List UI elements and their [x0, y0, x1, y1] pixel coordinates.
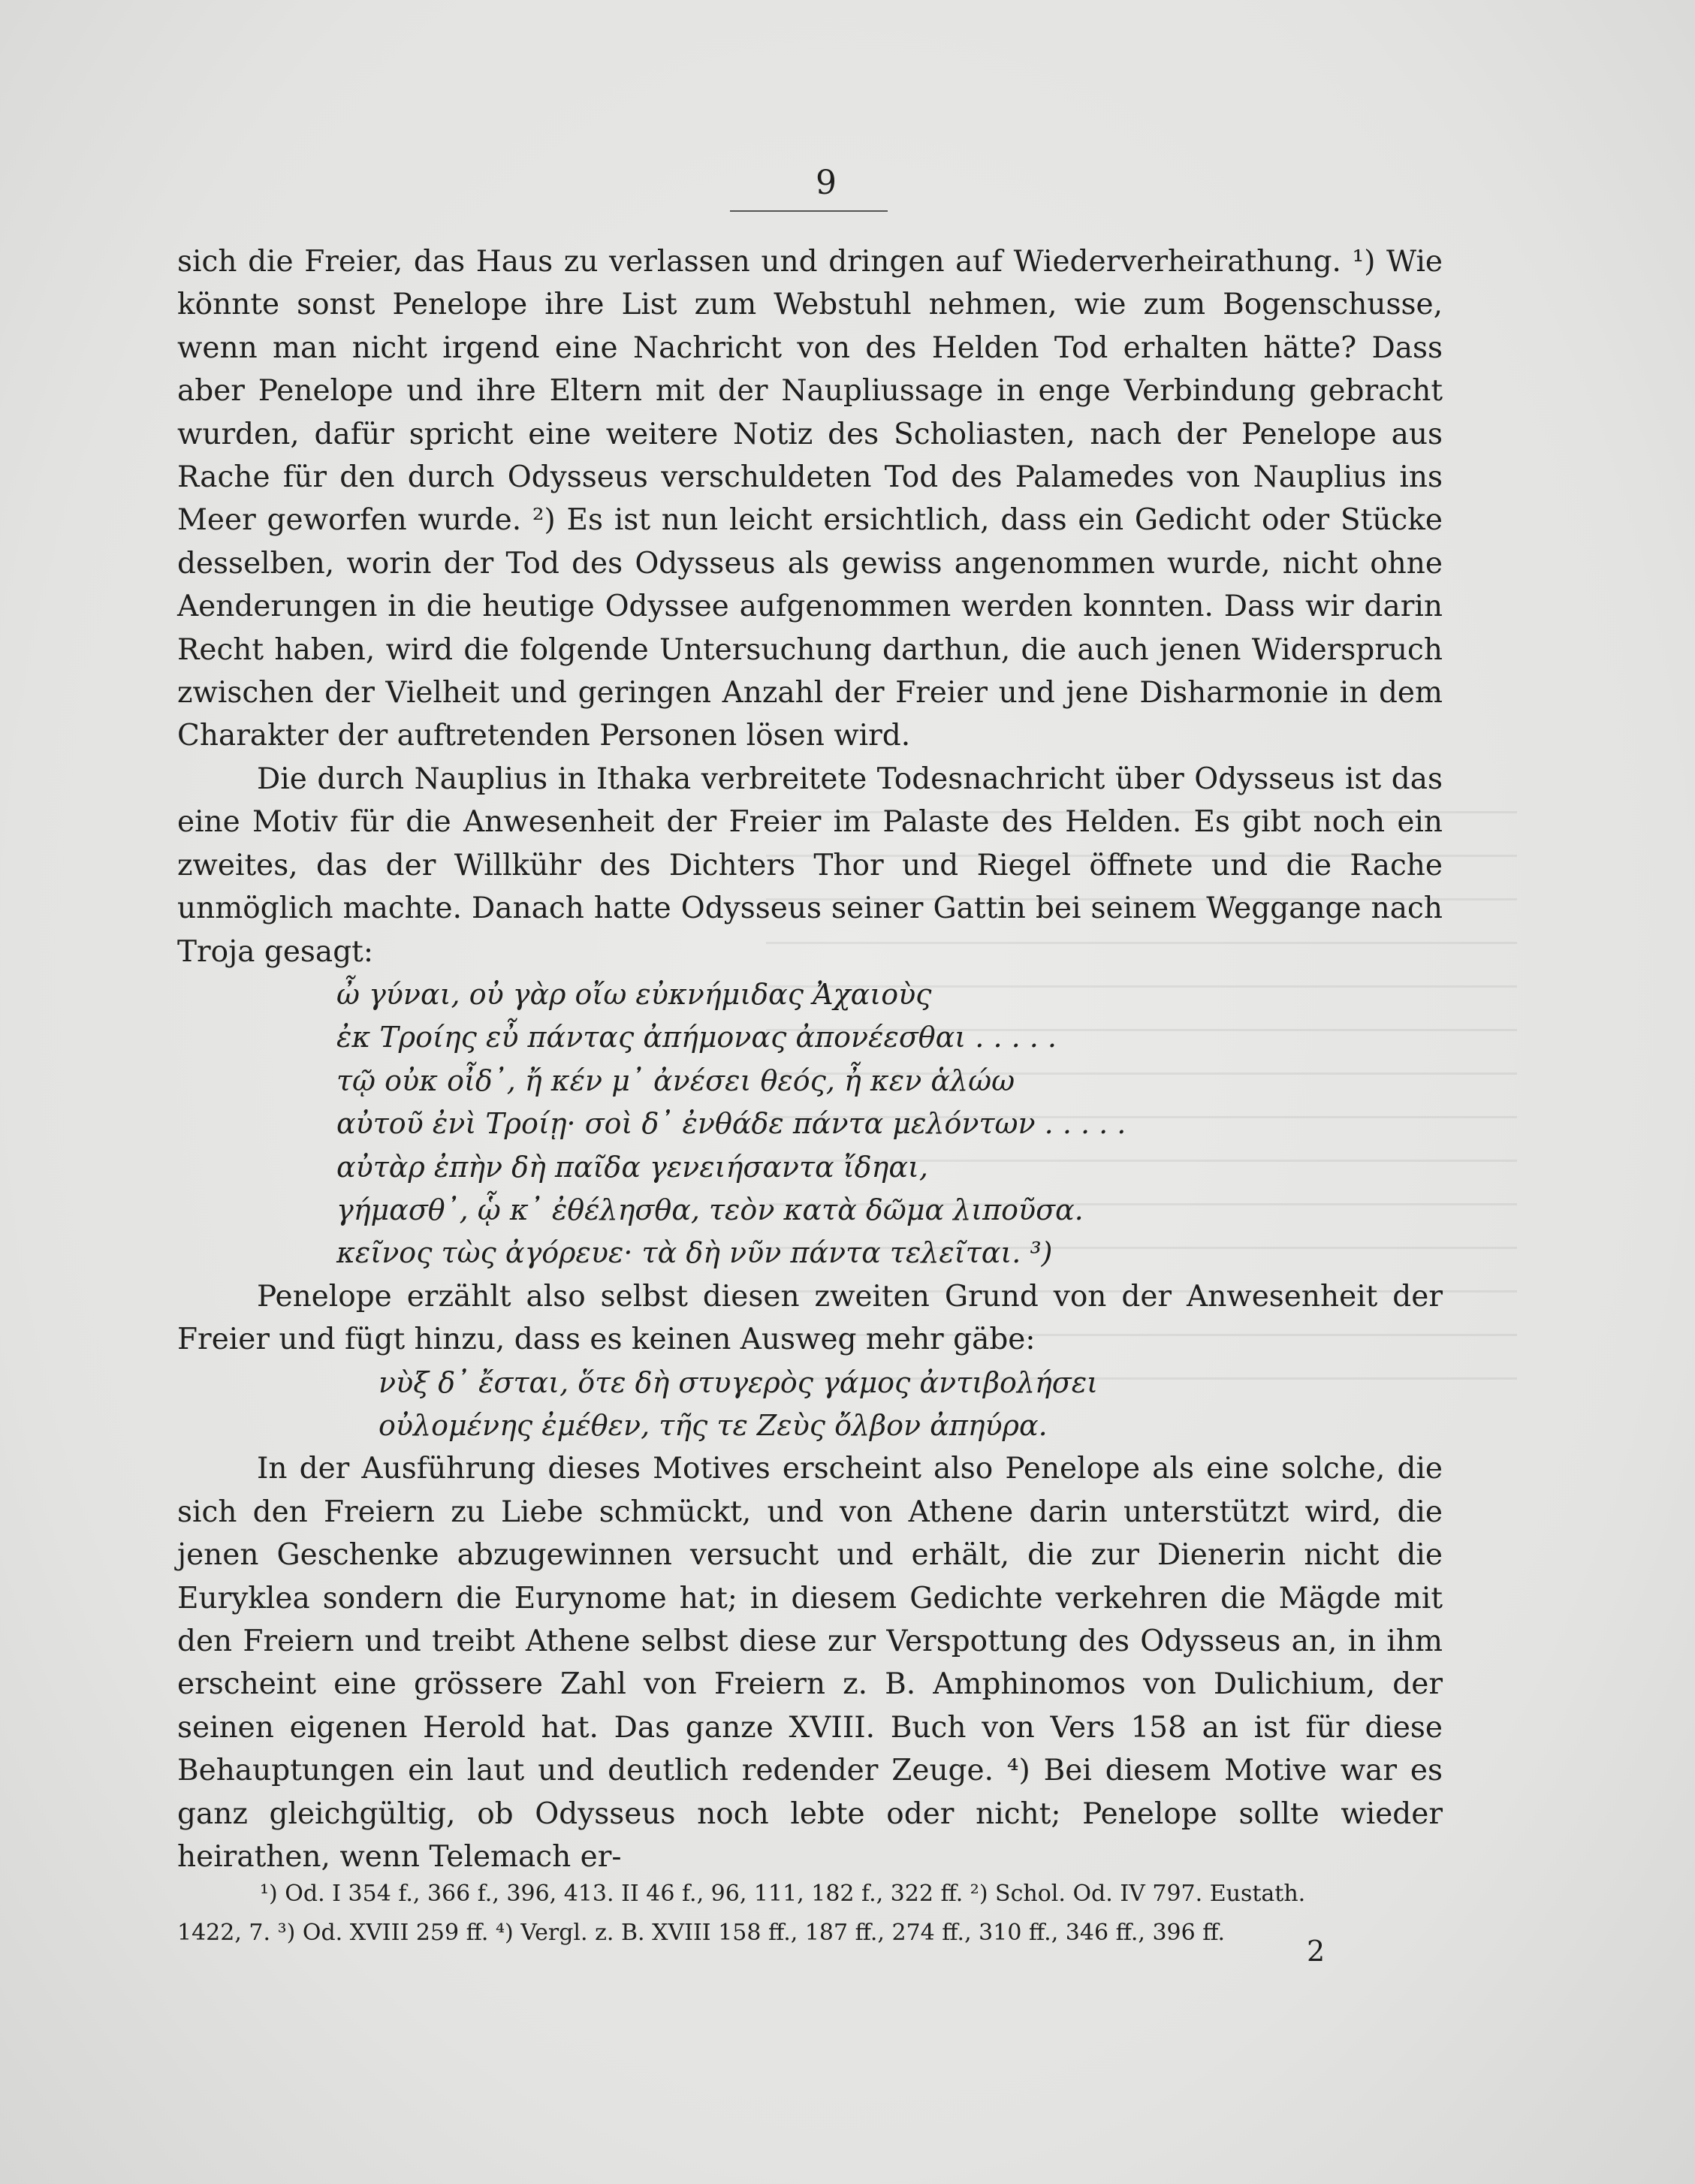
body-text [177, 240, 1443, 1878]
paragraph-2: Die durch Nauplius in Ithaka verbreitete Todesnachricht über Odysseus ist das eine Motiv für die Anwesenheit der Freier im Palaste des Helden. Es gibt noch ein zweites, das der Willkühr des Dichters Thor und Riegel öffnete und die Rache unmöglich machte. Danach hatte Odysseus seiner Gattin bei seinem Weggange nach Troja gesagt: [177, 762, 1443, 969]
verse-line: ἐκ Τροίης εὖ πάντας ἀπήμονας ἀπονέεσθαι . . . . . [336, 1021, 1057, 1054]
paragraph-1: sich die Freier, das Haus zu verlassen und dringen auf Wiederverheirathung. ¹) Wie könnte sonst Penelope ihre List zum Webstuhl nehmen, wie zum Bogenschusse, wenn man nicht irgend eine Nachricht von des Helden Tod erhalten hätte? Dass aber Penelope und ihre Eltern mit der Naupliussage in enge Verbindung gebracht wurden, dafür spricht eine weitere Notiz des Scholiasten, nach der Penelope aus Rache für den durch Odysseus verschuldeten Tod des Palamedes von Nauplius ins Meer geworfen wurde. ²) Es ist nun leicht ersichtlich, dass ein Gedicht oder Stücke desselben, worin der Tod des Odysseus als gewiss angenommen wurde, nicht ohne Aenderungen in die heutige Odyssee aufgenommen werden konnten. Dass wir darin Recht haben, wird die folgende Untersuchung darthun, die auch jenen Widerspruch zwischen der Vielheit und geringen Anzahl der Freier und jene Disharmonie in dem Charakter der auftretenden Personen lösen wird. [177, 245, 1443, 753]
greek-verse-quote-2 [379, 1362, 1443, 1448]
verse-line: ὦ γύναι, οὐ γὰρ οἴω εὐκνήμιδας Ἀχαιοὺς [336, 977, 932, 1011]
verse-line: γήμασθ᾽, ᾧ κ᾽ ἐθέλησθα, τεὸν κατὰ δῶμα λιποῦσα. [336, 1193, 1084, 1226]
header-rule [730, 210, 888, 212]
greek-verse-quote-1 [336, 973, 1443, 1275]
verse-line: αὐτὰρ ἐπὴν δὴ παῖδα γενειήσαντα ἴδηαι, [336, 1150, 928, 1184]
verse-line: κεῖνος τὼς ἀγόρευε· τὰ δὴ νῦν πάντα τελεῖται. ³) [336, 1236, 1053, 1270]
verse-line: οὐλομένης ἐμέθεν, τῆς τε Ζεὺς ὄλβον ἀπηύρα. [379, 1408, 1048, 1442]
footnote-line: ¹) Od. I 354 f., 366 f., 396, 413. II 46 f., 96, 111, 182 f., 322 ff. ²) Schol. Od. IV 797. Eustath. [260, 1881, 1306, 1907]
verse-line: νὺξ δ᾽ ἔσται, ὅτε δὴ στυγερὸς γάμος ἀντιβολήσει [379, 1365, 1098, 1399]
verse-line: αὐτοῦ ἐνὶ Τροίῃ· σοὶ δ᾽ ἐνθάδε πάντα μελόντων . . . . . [336, 1107, 1126, 1141]
footnote-line: 1422, 7. ³) Od. XVIII 259 ff. ⁴) Vergl. z. B. XVIII 158 ff., 187 ff., 274 ff., 310 ff., 346 ff., 396 ff. [177, 1920, 1226, 1946]
page-number: 9 [816, 164, 837, 202]
sheet-signature-mark: 2 [1307, 1935, 1326, 1968]
paragraph-4: In der Ausführung dieses Motives erscheint also Penelope als eine solche, die sich den Freiern zu Liebe schmückt, und von Athene darin unterstützt wird, die jenen Geschenke abzugewinnen versucht und erhält, die zur Dienerin nicht die Euryklea sondern die Eurynome hat; in diesem Gedichte verkehren die Mägde mit den Freiern und treibt Athene selbst diese zur Verspottung des Odysseus an, in ihm erscheint eine grössere Zahl von Freiern z. B. Amphinomos von Dulichium, der seinen eigenen Herold hat. Das ganze XVIII. Buch von Vers 158 an ist für diese Behauptungen ein laut und deutlich redender Zeuge. ⁴) Bei diesem Motive war es ganz gleichgültig, ob Odysseus noch lebte oder nicht; Penelope sollte wieder heirathen, wenn Telemach er- [177, 1452, 1443, 1875]
footnotes [177, 1875, 1443, 1953]
verse-line: τῷ οὐκ οἶδ᾽, ἤ κέν μ᾽ ἀνέσει θεός, ἦ κεν ἁλώω [336, 1063, 1015, 1097]
paragraph-3: Penelope erzählt also selbst diesen zweiten Grund von der Anwesenheit der Freier und fügt hinzu, dass es keinen Ausweg mehr gäbe: [177, 1279, 1443, 1357]
